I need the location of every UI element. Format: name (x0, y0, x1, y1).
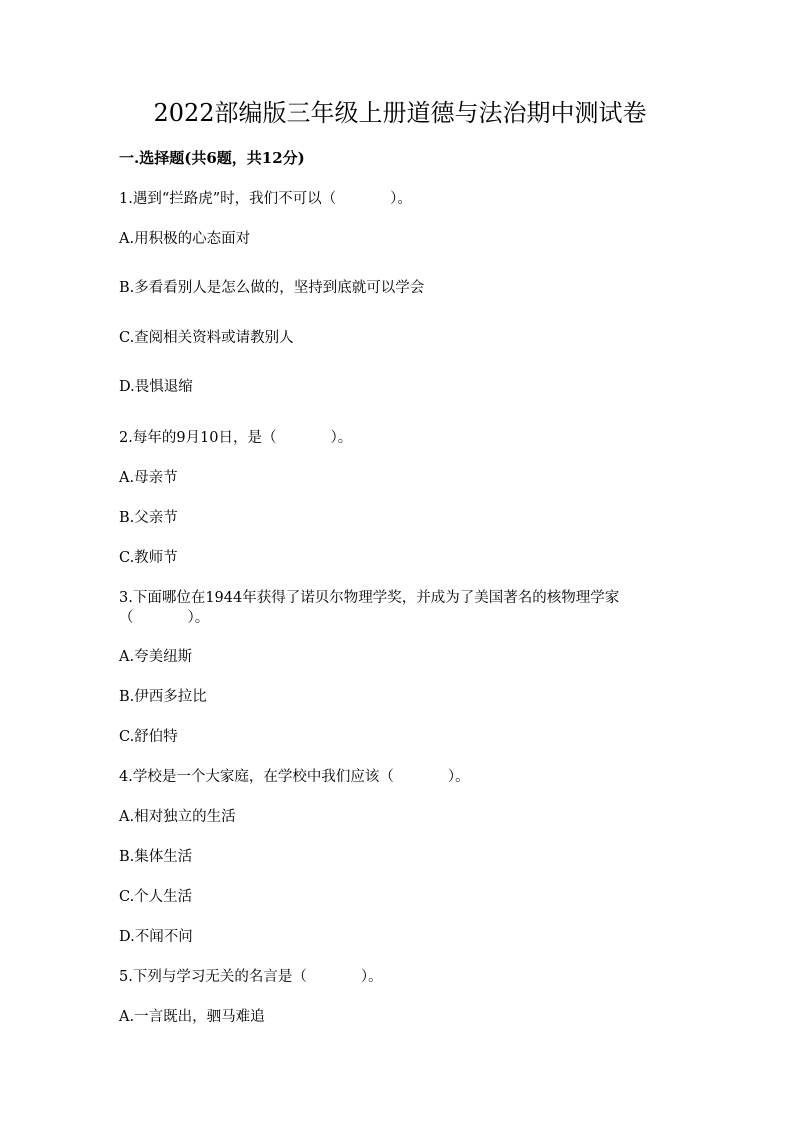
question-5-stem-text: 5.下列与学习无关的名言是（ (119, 969, 307, 985)
question-4-option-a: A.相对独立的生活 (119, 809, 236, 825)
question-1-stem-end: ）。 (390, 191, 412, 207)
question-4-option-d: D.不闻不问 (119, 929, 193, 945)
question-1-option-b: B.多看看别人是怎么做的，坚持到底就可以学会 (119, 280, 425, 296)
question-2-stem-end: ）。 (330, 430, 353, 446)
question-4-stem-text: 4.学校是一个大家庭，在学校中我们应该（ (119, 769, 394, 785)
question-2-stem-text: 2.每年的9月10日，是（ (119, 430, 277, 446)
question-2-option-c: C.教师节 (119, 550, 178, 566)
question-1-stem-text: 1.遇到“拦路虎”时，我们不可以（ (119, 191, 337, 207)
question-5-stem (119, 966, 383, 988)
question-3-stem-line1: 3.下面哪位在1944年获得了诺贝尔物理学奖，并成为了美国著名的核物理学家 (119, 590, 620, 606)
question-3-option-a: A.夸美纽斯 (119, 649, 193, 665)
question-1-option-c: C.查阅相关资料或请教别人 (119, 330, 294, 346)
question-2-option-b: B.父亲节 (119, 510, 178, 526)
question-1-option-a: A.用积极的心态面对 (119, 231, 251, 247)
question-4-stem-end: ）。 (447, 769, 470, 785)
question-3-stem-end: ）。 (187, 610, 210, 626)
question-3-option-c: C.舒伯特 (119, 729, 178, 745)
question-1-stem (119, 188, 412, 210)
question-2-option-a: A.母亲节 (119, 470, 178, 486)
question-3-stem-line2 (119, 607, 209, 629)
question-3-stem-text: （ (119, 610, 134, 626)
question-5-option-a: A.一言既出，驷马难追 (119, 1009, 265, 1025)
question-2-stem (119, 427, 352, 449)
question-4-option-c: C.个人生活 (119, 889, 193, 905)
question-4-stem (119, 766, 470, 788)
question-5-stem-end: ）。 (360, 969, 383, 985)
section-heading: 一.选择题(共6题，共12分) (119, 149, 305, 167)
question-4-option-b: B.集体生活 (119, 849, 193, 865)
question-3-option-b: B.伊西多拉比 (119, 689, 207, 705)
exam-title: 2022部编版三年级上册道德与法治期中测试卷 (153, 99, 647, 127)
question-1-option-d: D.畏惧退缩 (119, 379, 193, 395)
